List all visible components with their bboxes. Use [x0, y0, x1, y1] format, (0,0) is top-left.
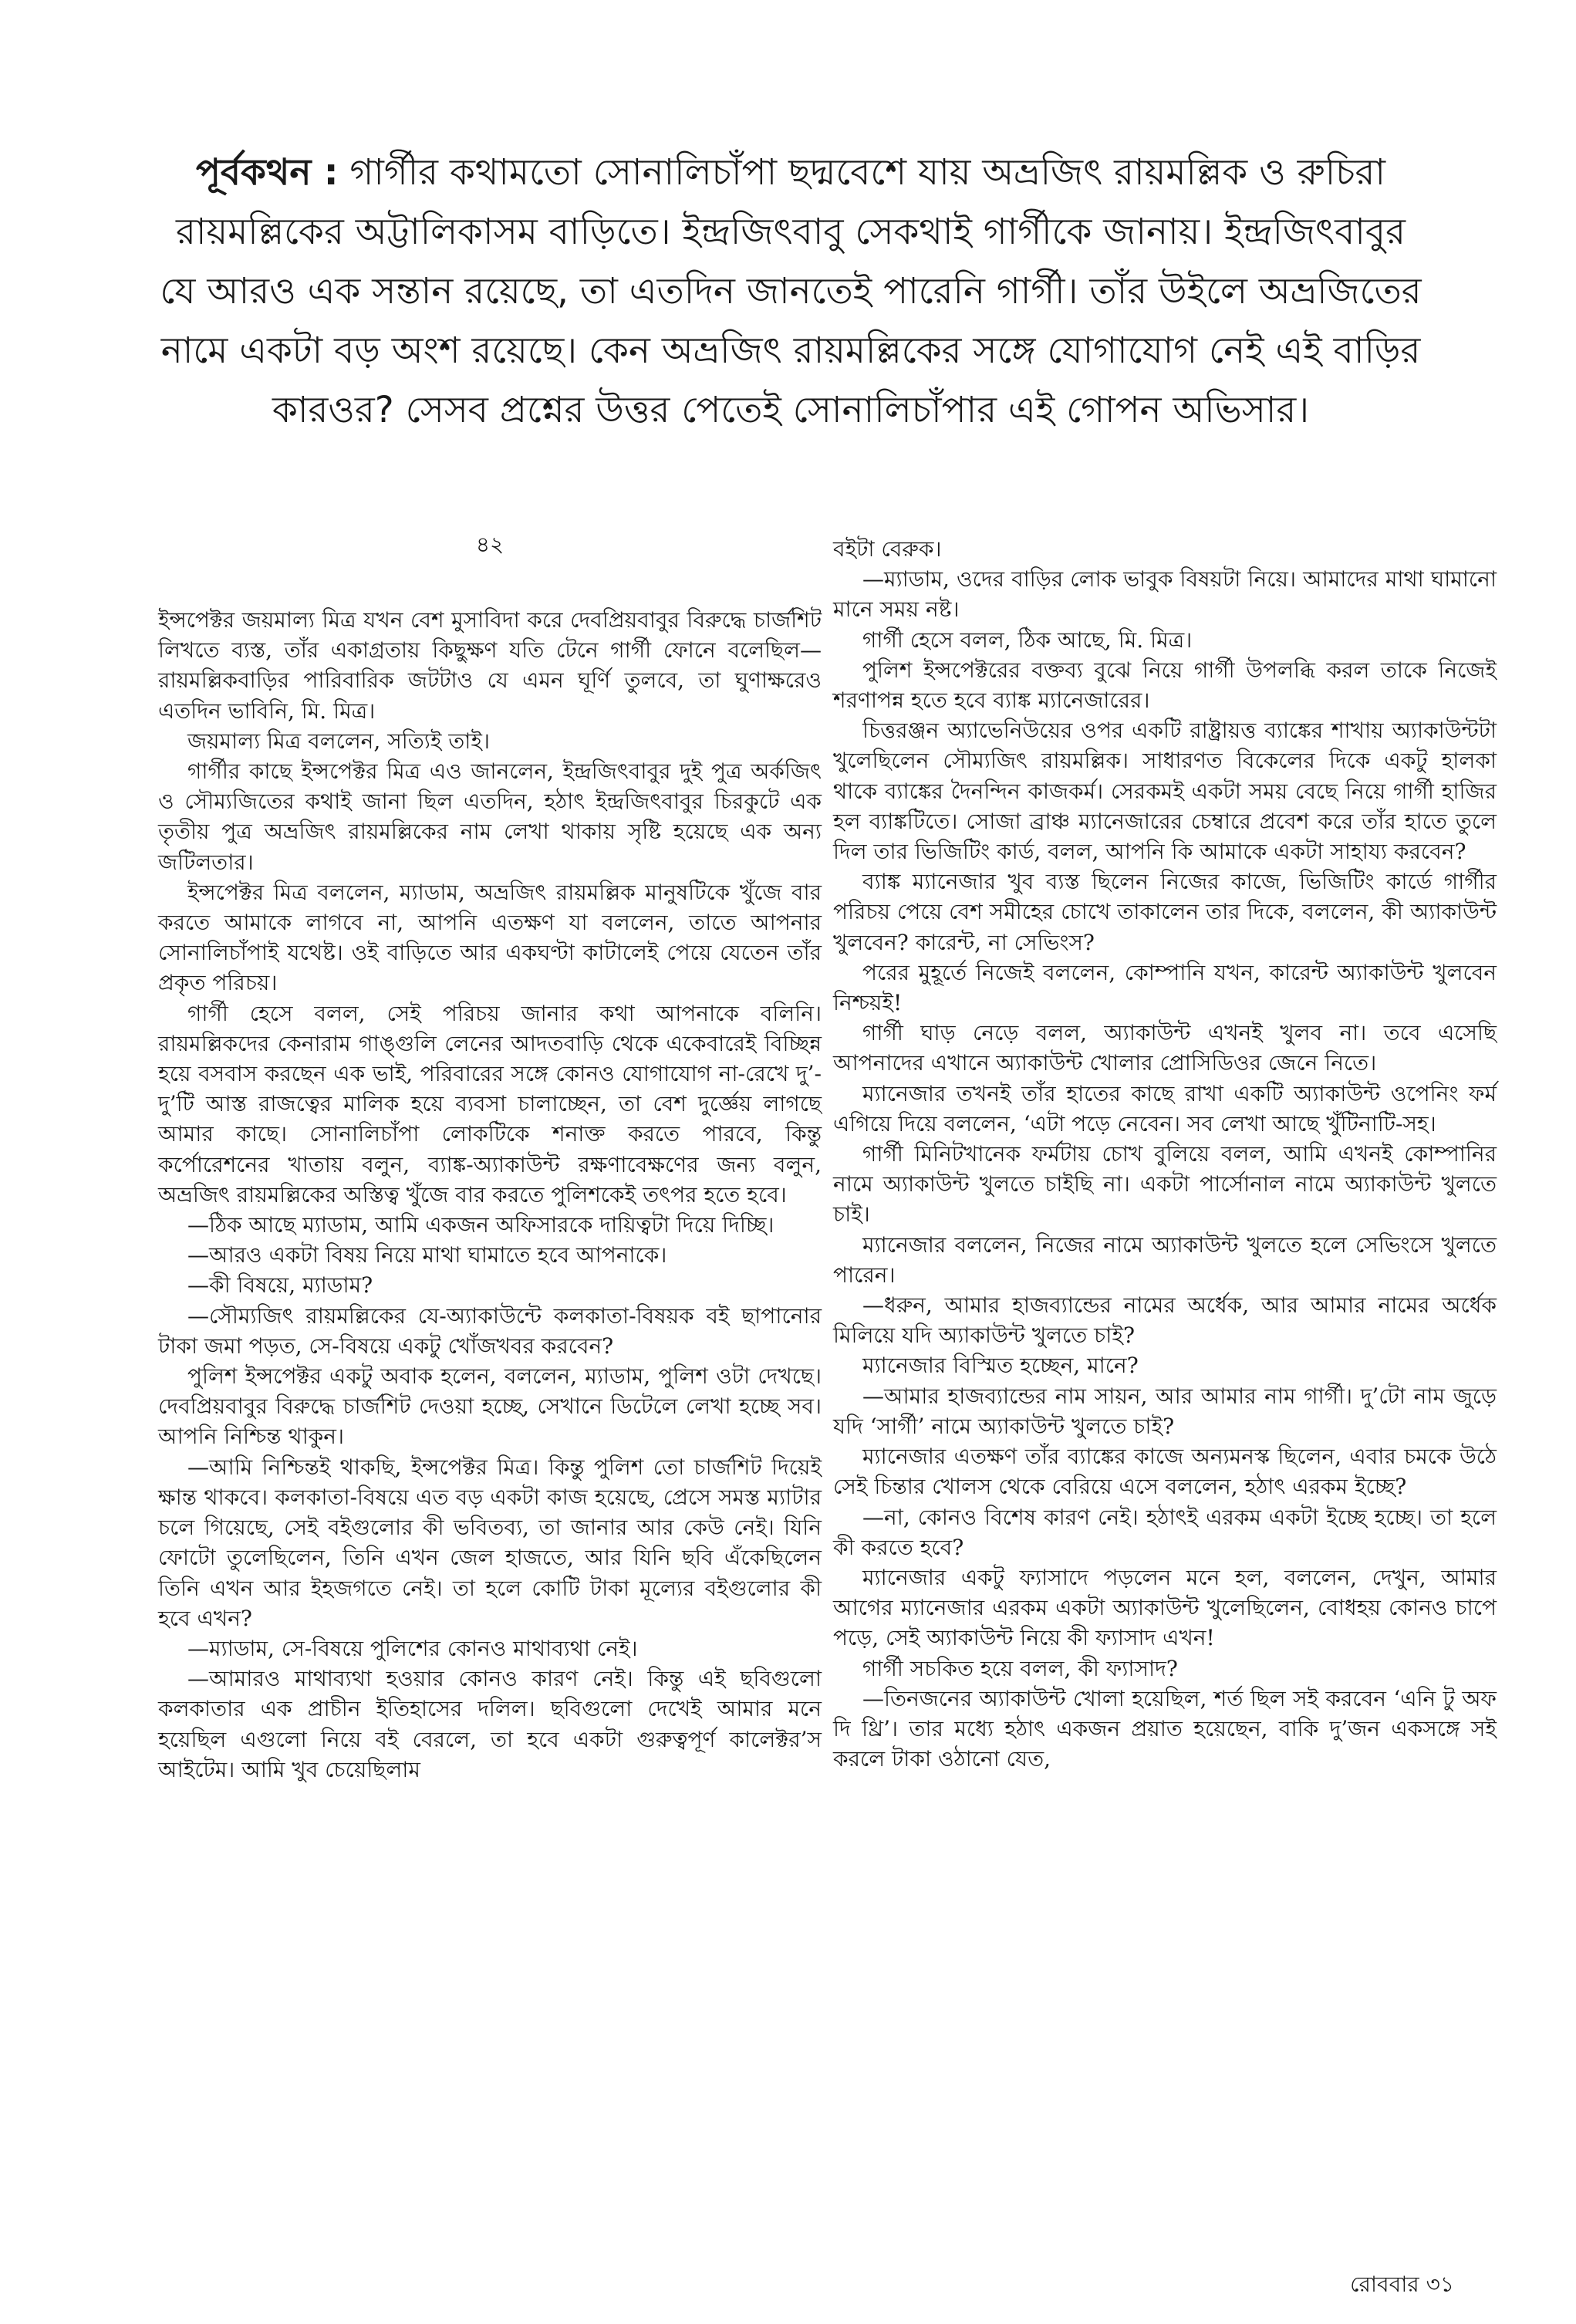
paragraph: গার্গী মিনিটখানেক ফর্মটায় চোখ বুলিয়ে বলল, আমি এখনই কোম্পানির নামে অ্যাকাউন্ট খুলতে চাইছি না। একটা পার্সোনাল নামে অ্যাকাউন্ট খুলতে চাই। [833, 1141, 1497, 1228]
right-column [833, 534, 1497, 1774]
paragraph: —আমারও মাথাব্যথা হওয়ার কোনও কারণ নেই। কিন্তু এই ছবিগুলো কলকাতার এক প্রাচীন ইতিহাসের দলিল। ছবিগুলো দেখেই আমার মনে হয়েছিল এগুলো নিয়ে বই বেরলে, তা হবে একটা গুরুত্বপূর্ণ কালেক্টর’স আইটেম। আমি খুব চেয়েছিলাম [158, 1666, 822, 1782]
intro-lead: পূর্বকথন : [195, 151, 339, 194]
paragraph: ইন্সপেক্টর মিত্র বললেন, ম্যাডাম, অভ্রজিৎ রায়মল্লিক মানুষটিকে খুঁজে বার করতে আমাকে লাগবে না, আপনি এতক্ষণ যা বললেন, তাতে আপনার সোনালিচাঁপাই যথেষ্ট। ওই বাড়িতে আর একঘণ্টা কাটালেই পেয়ে যেতেন তাঁর প্রকৃত পরিচয়। [158, 879, 822, 996]
paragraph: ম্যানেজার একটু ফ্যাসাদে পড়লেন মনে হল, বললেন, দেখুন, আমার আগের ম্যানেজার এরকম একটা অ্যাকাউন্ট খুলেছিলেন, বোধহয় কোনও চাপে পড়ে, সেই অ্যাকাউন্ট নিয়ে কী ফ্যাসাদ এখন! [833, 1564, 1497, 1651]
paragraph: গার্গী ঘাড় নেড়ে বলল, অ্যাকাউন্ট এখনই খুলব না। তবে এসেছি আপনাদের এখানে অ্যাকাউন্ট খোলার প্রোসিডিওর জেনে নিতে। [833, 1020, 1497, 1076]
paragraph: গার্গী সচকিত হয়ে বলল, কী ফ্যাসাদ? [862, 1655, 1178, 1681]
paragraph: —ঠিক আছে ম্যাডাম, আমি একজন অফিসারকে দায়িত্বটা দিয়ে দিচ্ছি। [187, 1212, 775, 1238]
paragraph: ইন্সপেক্টর জয়মাল্য মিত্র যখন বেশ মুসাবিদা করে দেবপ্রিয়বাবুর বিরুদ্ধে চার্জশিট লিখতে ব্যস্ত, তাঁর একাগ্রতায় কিছুক্ষণ যতি টেনে গার্গী ফোনে বলেছিল—রায়মল্লিকবাড়ির পারিবারিক জটটাও যে এমন ঘূর্ণি তুলবে, তা ঘুণাক্ষরেও এতদিন ভাবিনি, মি. মিত্র। [158, 607, 822, 724]
left-column [158, 532, 822, 1785]
paragraph: ম্যানেজার বললেন, নিজের নামে অ্যাকাউন্ট খুলতে হলে সেভিংসে খুলতে পারেন। [833, 1231, 1497, 1288]
paragraph: —ধরুন, আমার হাজব্যান্ডের নামের অর্ধেক, আর আমার নামের অর্ধেক মিলিয়ে যদি অ্যাকাউন্ট খুলতে চাই? [833, 1292, 1497, 1349]
paragraph: জয়মাল্য মিত্র বললেন, সত্যিই তাই। [187, 728, 491, 754]
paragraph: গার্গী হেসে বলল, ঠিক আছে, মি. মিত্র। [862, 627, 1193, 653]
paragraph: চিত্তরঞ্জন অ্যাভেনিউয়ের ওপর একটি রাষ্ট্রায়ত্ত ব্যাঙ্কের শাখায় অ্যাকাউন্টটা খুলেছিলেন সৌম্যজিৎ রায়মল্লিক। সাধারণত বিকেলের দিকে একটু হালকা থাকে ব্যাঙ্কের দৈনন্দিন কাজকর্ম। সেরকমই একটা সময় বেছে নিয়ে গার্গী হাজির হল ব্যাঙ্কটিতে। সোজা ব্রাঞ্চ ম্যানেজারের চেম্বারে প্রবেশ করে তাঁর হাতে তুলে দিল তার ভিজিটিং কার্ড, বলল, আপনি কি আমাকে একটা সাহায্য করবেন? [833, 718, 1497, 865]
paragraph: পরের মুহূর্তে নিজেই বললেন, কোম্পানি যখন, কারেন্ট অ্যাকাউন্ট খুলবেন নিশ্চয়ই! [833, 959, 1497, 1016]
paragraph: —ম্যাডাম, ওদের বাড়ির লোক ভাবুক বিষয়টা নিয়ে। আমাদের মাথা ঘামানো মানে সময় নষ্ট। [833, 566, 1497, 623]
paragraph: গার্গী হেসে বলল, সেই পরিচয় জানার কথা আপনাকে বলিনি। রায়মল্লিকদের কেনারাম গাঙ্গুলি লেনের আদতবাড়ি থেকে একেবারেই বিচ্ছিন্ন হয়ে বসবাস করছেন এক ভাই, পরিবারের সঙ্গে কোনও যোগাযোগ না-রেখে দু’-দু’টি আস্ত রাজত্বের মালিক হয়ে ব্যবসা চালাচ্ছেন, তা বেশ দুর্জ্ঞেয় লাগছে আমার কাছে। সোনালিচাঁপা লোকটিকে শনাক্ত করতে পারবে, কিন্তু কর্পোরেশনের খাতায় বলুন, ব্যাঙ্ক-অ্যাকাউন্ট রক্ষণাবেক্ষণের জন্য বলুন, অভ্রজিৎ রায়মল্লিকের অস্তিত্ব খুঁজে বার করতে পুলিশকেই তৎপর হতে হবে। [158, 1000, 822, 1208]
paragraph: গার্গীর কাছে ইন্সপেক্টর মিত্র এও জানলেন, ইন্দ্রজিৎবাবুর দুই পুত্র অর্কজিৎ ও সৌম্যজিতের কথাই জানা ছিল এতদিন, হঠাৎ ইন্দ্রজিৎবাবুর চিরকুটে এক তৃতীয় পুত্র অভ্রজিৎ রায়মল্লিকের নাম লেখা থাকায় সৃষ্টি হয়েছে এক অন্য জটিলতার। [158, 758, 822, 875]
paragraph: ম্যানেজার তখনই তাঁর হাতের কাছে রাখা একটি অ্যাকাউন্ট ওপেনিং ফর্ম এগিয়ে দিয়ে বললেন, ‘এটা পড়ে নেবেন। সব লেখা আছে খুঁটিনাটি-সহ। [833, 1080, 1497, 1137]
paragraph: —তিনজনের অ্যাকাউন্ট খোলা হয়েছিল, শর্ত ছিল সই করবেন ‘এনি টু অফ দি থ্রি’। তার মধ্যে হঠাৎ একজন প্রয়াত হয়েছেন, বাকি দু’জন একসঙ্গে সই করলে টাকা ওঠানো যেত, [833, 1685, 1497, 1772]
paragraph: —ম্যাডাম, সে-বিষয়ে পুলিশের কোনও মাথাব্যথা নেই। [187, 1635, 638, 1661]
paragraph: ম্যানেজার বিস্মিত হচ্ছেন, মানে? [862, 1353, 1139, 1379]
paragraph: —কী বিষয়ে, ম্যাডাম? [187, 1272, 373, 1299]
paragraph: পুলিশ ইন্সপেক্টর একটু অবাক হলেন, বললেন, ম্যাডাম, পুলিশ ওটা দেখছে। দেবপ্রিয়বাবুর বিরুদ্ধে চার্জশিট দেওয়া হচ্ছে, সেখানে ডিটেলে লেখা হচ্ছে সব। আপনি নিশ্চিন্ত থাকুন। [158, 1363, 822, 1450]
paragraph: —আরও একটা বিষয় নিয়ে মাথা ঘামাতে হবে আপনাকে। [187, 1242, 667, 1268]
paragraph: —আমার হাজব্যান্ডের নাম সায়ন, আর আমার নাম গার্গী। দু’টো নাম জুড়ে যদি ‘সার্গী’ নামে অ্যাকাউন্ট খুলতে চাই? [833, 1383, 1497, 1439]
paragraph: ম্যানেজার এতক্ষণ তাঁর ব্যাঙ্কের কাজে অন্যমনস্ক ছিলেন, এবার চমকে উঠে সেই চিন্তার খোলস থেকে বেরিয়ে এসে বললেন, হঠাৎ এরকম ইচ্ছে? [833, 1444, 1497, 1500]
page-footer: রোববার ৩১ [1350, 2272, 1454, 2297]
paragraph: পুলিশ ইন্সপেক্টরের বক্তব্য বুঝে নিয়ে গার্গী উপলব্ধি করল তাকে নিজেই শরণাপন্ন হতে হবে ব্যাঙ্ক ম্যানেজারের। [833, 657, 1497, 714]
paragraph: —না, কোনও বিশেষ কারণ নেই। হঠাৎই এরকম একটা ইচ্ছে হচ্ছে। তা হলে কী করতে হবে? [833, 1504, 1497, 1560]
paragraph: —আমি নিশ্চিন্তই থাকছি, ইন্সপেক্টর মিত্র। কিন্তু পুলিশ তো চার্জশিট দিয়েই ক্ষান্ত থাকবে। কলকাতা-বিষয়ে এত বড় একটা কাজ হয়েছে, প্রেসে সমস্ত ম্যাটার চলে গিয়েছে, সেই বইগুলোর কী ভবিতব্য, তা জানার আর কেউ নেই। যিনি ফোটো তুলেছিলেন, তিনি এখন জেল হাজতে, আর যিনি ছবি এঁকেছিলেন তিনি এখন আর ইহজগতে নেই। তা হলে কোটি টাকা মূল্যের বইগুলোর কী হবে এখন? [158, 1454, 822, 1631]
paragraph: বইটা বেরুক। [833, 536, 942, 562]
paragraph: —সৌম্যজিৎ রায়মল্লিকের যে-অ্যাকাউন্টে কলকাতা-বিষয়ক বই ছাপানোর টাকা জমা পড়ত, সে-বিষয়ে একটু খোঁজখবর করবেন? [158, 1302, 822, 1359]
intro-text: গার্গীর কথামতো সোনালিচাঁপা ছদ্মবেশে যায় অভ্রজিৎ রায়মল্লিক ও রুচিরা রায়মল্লিকের অট্টালিকাসম বাড়িতে। ইন্দ্রজিৎবাবু সেকথাই গার্গীকে জানায়। ইন্দ্রজিৎবাবুর যে আরও এক সন্তান রয়েছে, তা এতদিন জানতেই পারেনি গার্গী। তাঁর উইলে অভ্রজিতের নামে একটা বড় অংশ রয়েছে। কেন অভ্রজিৎ রায়মল্লিকের সঙ্গে যোগাযোগ নেই এই বাড়ির কারওর? সেসব প্রশ্নের উত্তর পেতেই সোনালিচাঁপার এই গোপন অভিসার। [160, 151, 1422, 431]
intro-summary [158, 143, 1423, 440]
chapter-number: ৪২ [475, 532, 505, 557]
paragraph: ব্যাঙ্ক ম্যানেজার খুব ব্যস্ত ছিলেন নিজের কাজে, ভিজিটিং কার্ডে গার্গীর পরিচয় পেয়ে বেশ সমীহের চোখে তাকালেন তার দিকে, বললেন, কী অ্যাকাউন্ট খুলবেন? কারেন্ট, না সেভিংস? [833, 869, 1497, 955]
